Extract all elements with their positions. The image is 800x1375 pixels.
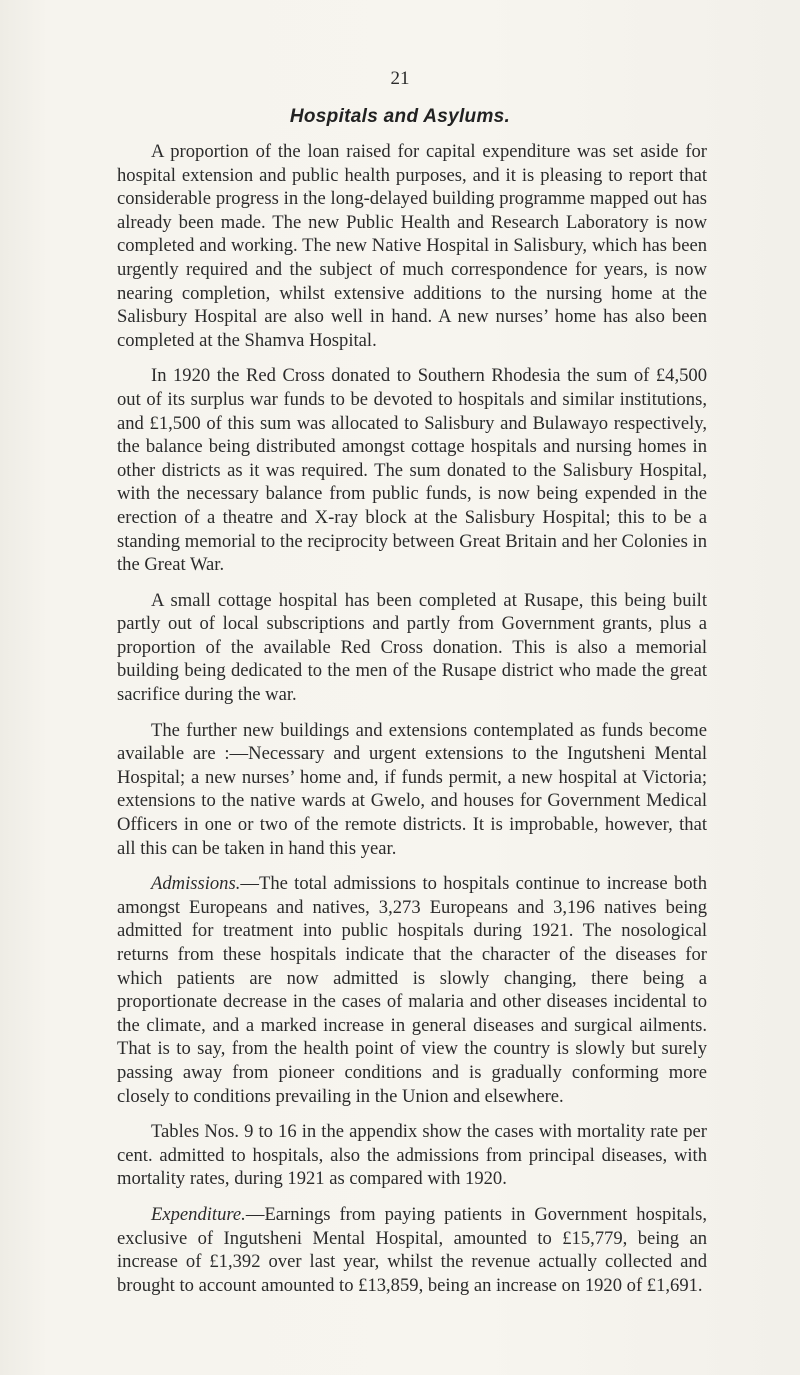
- page-number: 21: [390, 68, 410, 89]
- paragraph-red-cross: In 1920 the Red Cross donated to Southern Rhodesia the sum of £4,500 out of its surplus war funds to be devoted to hospitals and similar institutions, and £1,500 of this sum was allocated to Salisbury and Bulawayo respectively, the balance being distributed amongst cottage hospitals and nursing homes in other districts as it was required. The sum donated to the Salisbury Hospital, with the necessary balance from public funds, is now being expended in the erection of a theatre and X-ray block at the Salisbury Hospital; this to be a standing memorial to the reciprocity between Great Britain and her Colonies in the Great War.: [117, 365, 707, 576]
- paragraph-loan-expenditure: A proportion of the loan raised for capital expenditure was set aside for hospital extension and public health purposes, and it is pleasing to report that considerable progress in the long-delayed building programme mapped out has already been made. The new Public Health and Research Laboratory is now completed and working. The new Native Hospital in Salisbury, which has been urgently required and the subject of much correspondence for years, is now nearing completion, whilst extensive additions to the nursing home at the Salisbury Hospital are also well in hand. A new nurses’ home has also been completed at the Shamva Hospital.: [117, 141, 707, 351]
- paragraph-admissions: Admissions.—The total admissions to hospitals continue to increase both amongst Europeans and natives, 3,273 Europeans and 3,196 natives being admitted for treatment into public hospitals during 1921. The nosological returns from these hospitals indicate that the character of the diseases for which patients are now admitted is slowly changing, there being a proportionate decrease in the cases of malaria and other diseases incidental to the climate, and a marked increase in general diseases and surgical ailments. That is to say, from the health point of view the country is slowly but surely passing away from pioneer conditions and is gradually conforming more closely to conditions prevailing in the Union and elsewhere.: [117, 873, 707, 1107]
- paragraph-tables: Tables Nos. 9 to 16 in the appendix show the cases with mortality rate per cent. admitted to hospitals, also the admissions from principal diseases, with mortality rates, during 1921 as compared with 1920.: [117, 1121, 707, 1190]
- expenditure-lead: Expenditure.: [151, 1203, 246, 1225]
- paragraph-further-buildings: The further new buildings and extensions contemplated as funds become available are :—Necessary and urgent extensions to the Ingutsheni Mental Hospital; a new nurses’ home and, if funds permit, a new hospital at Victoria; extensions to the native wards at Gwelo, and houses for Government Medical Officers in one or two of the remote districts. It is improbable, however, that all this can be taken in hand this year.: [117, 719, 707, 859]
- paragraph-rusape-hospital: A small cottage hospital has been completed at Rusape, this being built partly out of local subscriptions and partly from Government grants, plus a proportion of the available Red Cross donation. This is also a memorial building being dedicated to the men of the Rusape district who made the great sacrifice during the war.: [117, 589, 707, 706]
- section-heading: Hospitals and Asylums.: [289, 106, 511, 127]
- paragraph-expenditure: Expenditure.—Earnings from paying patients in Government hospitals, exclusive of Ingutsheni Mental Hospital, amounted to £15,779, being an increase of £1,392 over last year, whilst the revenue actually collected and brought to account amounted to £13,859, being an increase on 1920 of £1,691.: [117, 1203, 707, 1296]
- body-text: [117, 140, 707, 1309]
- admissions-lead: Admissions.: [151, 873, 241, 895]
